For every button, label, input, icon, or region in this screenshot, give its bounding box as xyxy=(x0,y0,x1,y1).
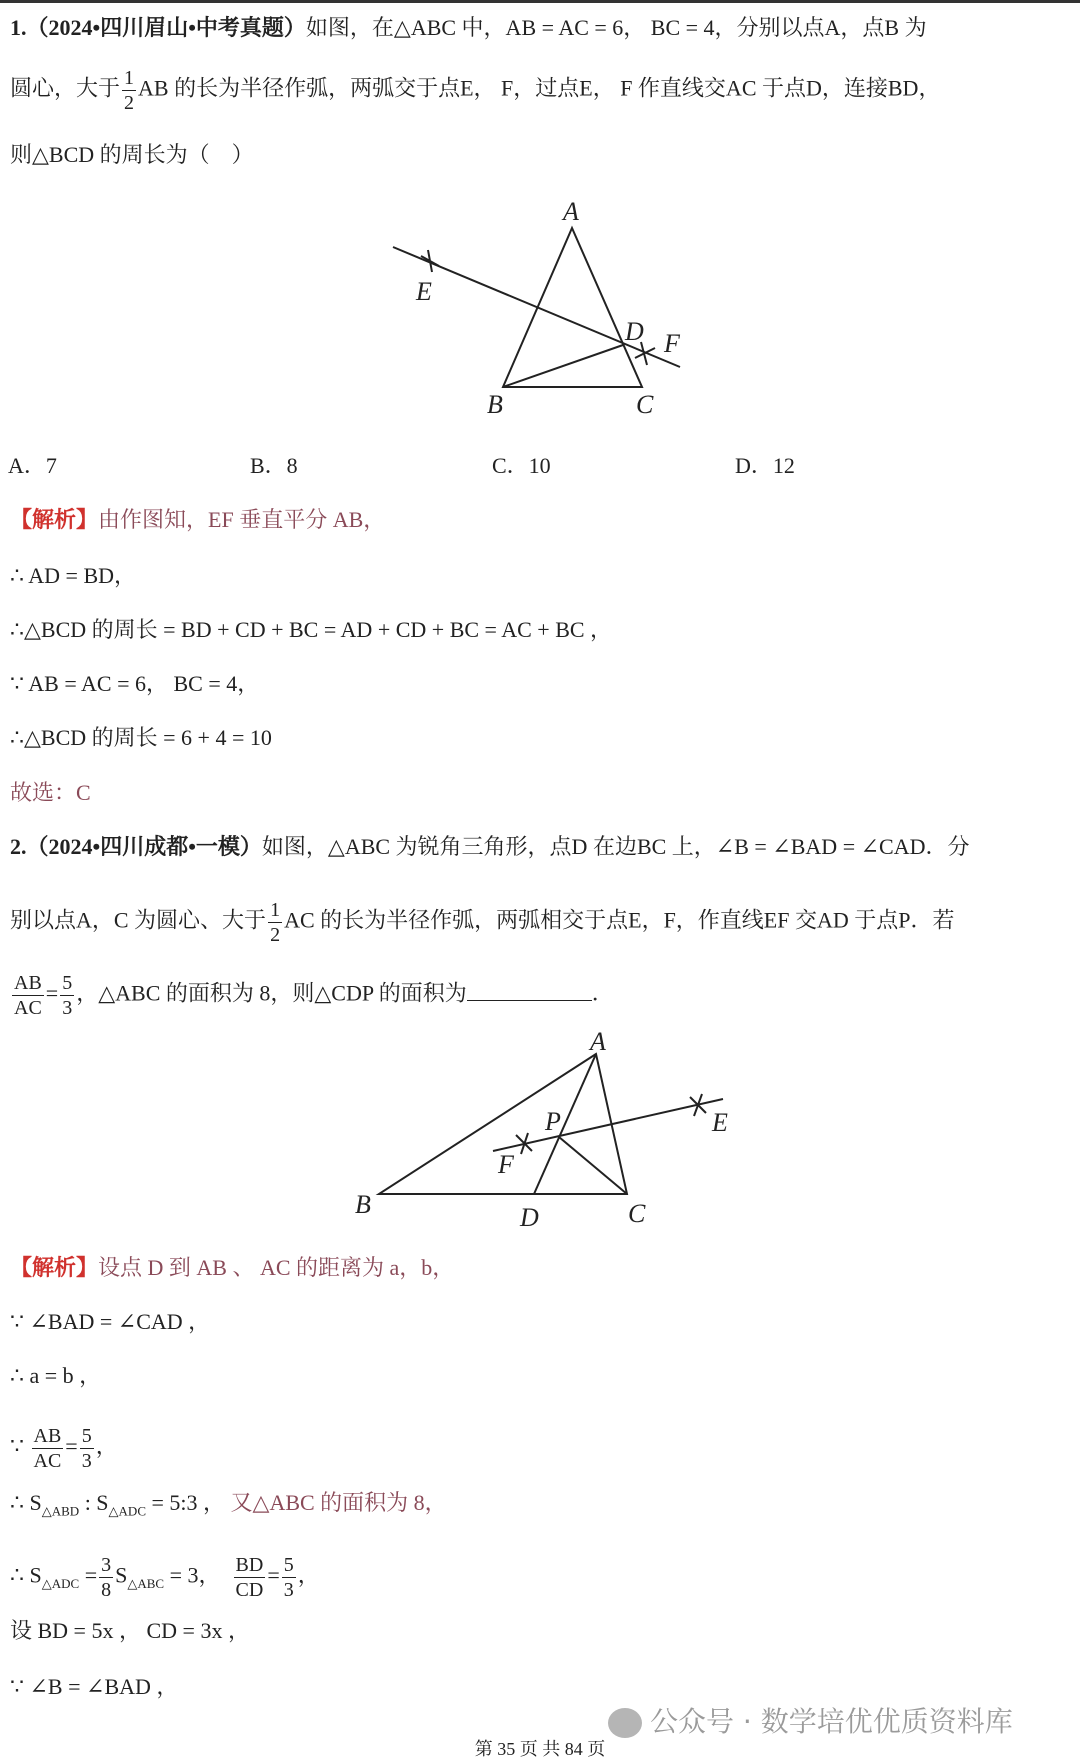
q2-text-3: ，△ABC 的面积为 8，则△CDP 的面积为 xyxy=(76,980,467,1006)
text: : S xyxy=(79,1490,109,1515)
q2-solution-line-4 xyxy=(10,1424,118,1473)
segment-bd xyxy=(503,345,623,387)
text: ∴ S xyxy=(10,1490,42,1515)
text: S xyxy=(115,1562,128,1588)
label-a: A xyxy=(563,197,579,226)
solution-label: 【解析】 xyxy=(10,1255,99,1280)
text: = 3， xyxy=(164,1562,221,1588)
q2-text-2b: AC 的长为半径作弧，两弧相交于点E，F，作直线EF 交AD 于点P．若 xyxy=(284,907,955,933)
fraction-denominator: CD xyxy=(235,1579,264,1601)
coef-fraction xyxy=(99,1553,113,1602)
q1-text-2a: 圆心，大于 xyxy=(10,75,121,101)
equals: = xyxy=(45,980,59,1006)
ratio-fraction xyxy=(234,1553,266,1602)
q2-solution-line-8: ∵ ∠B = ∠BAD ， xyxy=(10,1674,179,1699)
equals: = xyxy=(65,1433,78,1459)
answer-blank[interactable] xyxy=(467,980,592,1001)
label-d: D xyxy=(520,1203,539,1232)
solution-text: 由作图知，EF 垂直平分 AB， xyxy=(98,507,386,532)
fraction-denominator: 2 xyxy=(270,924,281,946)
equals: = xyxy=(267,1562,280,1588)
label-p: P xyxy=(545,1107,561,1136)
option-c[interactable]: C．10 xyxy=(492,453,551,478)
subscript: △ABC xyxy=(127,1575,165,1591)
subscript: △ABD xyxy=(41,1503,80,1519)
q2-solution-line-3: ∴ a = b ， xyxy=(10,1363,102,1388)
q2-text-2a: 别以点A，C 为圆心、大于 xyxy=(10,907,267,933)
q1-text-1: 如图，在△ABC 中，AB = AC = 6， BC = 4，分别以点A，点B 为 xyxy=(305,15,927,40)
q2-solution-line-5 xyxy=(10,1489,447,1525)
because-symbol: ∵ xyxy=(10,1433,24,1459)
label-a: A xyxy=(590,1027,606,1056)
arc-mark-e xyxy=(421,250,439,272)
subscript: △ADC xyxy=(108,1503,146,1519)
q1-solution-line-1 xyxy=(10,506,385,534)
solution-text: 设点 D 到 AB 、 AC 的距离为 a，b， xyxy=(98,1255,455,1280)
q2-diagram xyxy=(0,1020,1080,1250)
fraction-numerator: BD xyxy=(235,1554,264,1576)
q2-solution-line-6 xyxy=(10,1553,320,1602)
comma: ， xyxy=(297,1562,320,1588)
option-a[interactable]: A．7 xyxy=(8,453,57,478)
solution-label: 【解析】 xyxy=(10,507,99,532)
label-e: E xyxy=(416,277,432,306)
q1-source: 1.（2024•四川眉山•中考真题） xyxy=(10,15,306,40)
subscript: △ADC xyxy=(41,1575,80,1591)
text: = 5:3 ， xyxy=(146,1490,226,1515)
option-b[interactable]: B．8 xyxy=(250,453,298,478)
q2-text-3-end: ． xyxy=(591,980,614,1006)
watermark xyxy=(608,1700,1013,1740)
fraction-numerator: 1 xyxy=(270,899,281,921)
fraction-numerator: 5 xyxy=(62,972,73,994)
q2-source: 2.（2024•四川成都•一模） xyxy=(10,834,262,859)
fraction-numerator: AB xyxy=(33,1425,62,1447)
label-f: F xyxy=(664,329,680,358)
label-c: C xyxy=(628,1199,646,1228)
label-c: C xyxy=(636,390,654,419)
q2-solution-line-7: 设 BD = 5x ， CD = 3x ， xyxy=(10,1618,250,1643)
fraction-numerator: AB xyxy=(14,972,42,994)
ratio-fraction xyxy=(32,1424,64,1473)
value-fraction xyxy=(60,971,74,1020)
fraction-denominator: 3 xyxy=(62,997,73,1019)
fraction-denominator: 3 xyxy=(81,1450,92,1472)
fraction-numerator: 5 xyxy=(81,1425,92,1447)
q2-line-3 xyxy=(10,971,614,1020)
label-e: E xyxy=(712,1108,728,1137)
fraction-numerator: 3 xyxy=(101,1554,112,1576)
q2-line-1 xyxy=(10,833,970,861)
value-fraction xyxy=(80,1424,94,1473)
q1-solution-line-3: ∴△BCD 的周长 = BD + CD + BC = AD + CD + BC = AC + BC ， xyxy=(10,617,613,642)
option-d[interactable]: D．12 xyxy=(735,453,795,478)
fraction-denominator: AC xyxy=(14,997,42,1019)
fraction-numerator: 1 xyxy=(124,67,135,89)
half-fraction xyxy=(268,898,282,947)
fraction-denominator: 2 xyxy=(124,92,135,114)
q1-diagram xyxy=(0,0,1080,440)
label-d: D xyxy=(625,317,644,346)
fraction-denominator: 3 xyxy=(283,1579,294,1601)
label-f: F xyxy=(498,1150,514,1179)
page-footer: 第 35 页 共 84 页 xyxy=(474,1739,606,1759)
label-b: B xyxy=(355,1190,371,1219)
fraction-numerator: 5 xyxy=(283,1554,294,1576)
text: 又△ABC 的面积为 8， xyxy=(230,1490,447,1515)
q2-text-1: 如图，△ABC 为锐角三角形，点D 在边BC 上，∠B = ∠BAD = ∠CAD．分 xyxy=(261,834,970,859)
fraction-denominator: AC xyxy=(33,1450,62,1472)
q2-solution-line-2: ∵ ∠BAD = ∠CAD ， xyxy=(10,1309,211,1334)
q1-solution-line-5: ∴△BCD 的周长 = 6 + 4 = 10 xyxy=(10,725,272,750)
ratio-fraction xyxy=(12,971,44,1020)
wechat-icon xyxy=(608,1708,642,1738)
q1-solution-line-4: ∵ AB = AC = 6， BC = 4， xyxy=(10,671,260,696)
q2-line-2 xyxy=(10,898,954,947)
q1-answer: 故选：C xyxy=(10,780,91,805)
q1-text-2b: AB 的长为半径作弧，两弧交于点E， F，过点E， F 作直线交AC 于点D，连接BD， xyxy=(138,75,941,101)
label-b: B xyxy=(487,390,503,419)
comma: ， xyxy=(95,1433,118,1459)
text: ∴ S xyxy=(10,1562,42,1588)
q1-line-3: 则△BCD 的周长为（ ） xyxy=(10,142,254,167)
q1-solution-line-2: ∴ AD = BD， xyxy=(10,563,137,588)
text: = xyxy=(79,1562,98,1588)
q2-solution-line-1 xyxy=(10,1254,454,1282)
value-fraction xyxy=(282,1553,296,1602)
fraction-denominator: 8 xyxy=(101,1579,112,1601)
watermark-text: 公众号 · 数学培优优质资料库 xyxy=(650,1705,1013,1738)
